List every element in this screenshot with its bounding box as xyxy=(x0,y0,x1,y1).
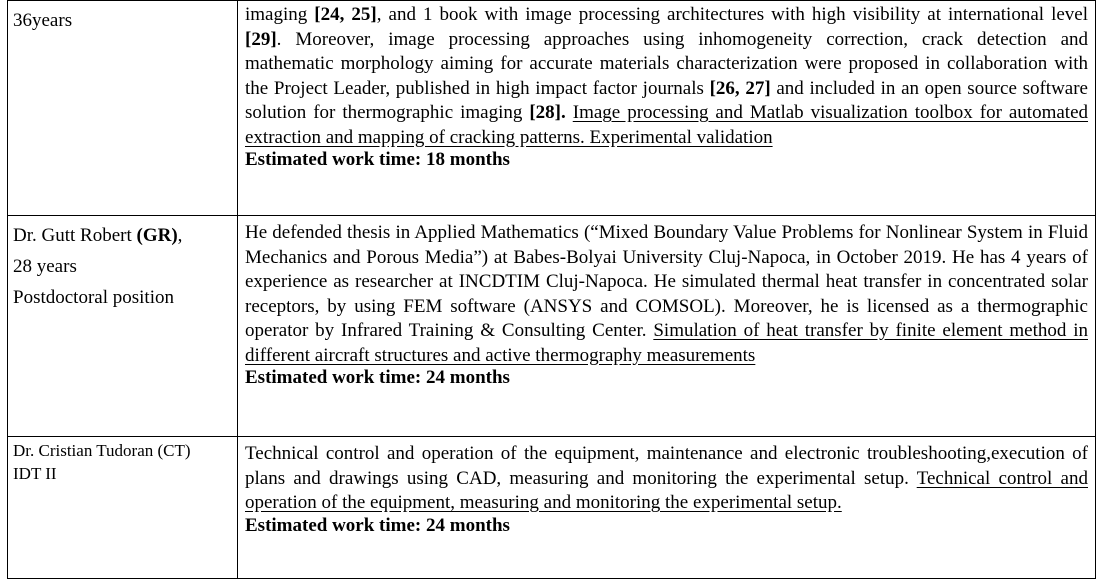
description-text: . Moreover, image processing approaches using inhomogeneity correction, crack detection and mathematic morphology aiming for accurate materials characterization were proposed in collaboration with the Project Leader, published in high impact factor journals xyxy=(245,28,1088,99)
reference: [29] xyxy=(245,28,277,50)
table-row xyxy=(8,437,1096,579)
member-description xyxy=(245,3,1088,150)
member-name-cell xyxy=(8,437,238,579)
member-initials: (GR) xyxy=(136,225,178,246)
member-description xyxy=(245,442,1088,516)
reference: [26, 27] xyxy=(709,77,771,99)
table-row xyxy=(8,216,1096,437)
member-name xyxy=(13,220,237,251)
member-age: 28 years xyxy=(13,256,77,277)
member-description-cell xyxy=(238,216,1096,437)
task-description: Simulation of heat transfer by finite element method in different aircraft structures and active thermography measurements xyxy=(245,320,1088,366)
member-name-cell xyxy=(8,1,238,216)
member-name-text: Dr. Gutt Robert xyxy=(13,225,137,246)
member-description xyxy=(245,221,1088,368)
description-text: imaging xyxy=(245,4,315,25)
member-name: Dr. Cristian Tudoran (CT) xyxy=(13,441,191,460)
team-member-table xyxy=(7,0,1096,579)
description-text: and included in an open source software solution for thermographic imaging xyxy=(245,77,1088,123)
member-description-cell xyxy=(238,437,1096,579)
description-text: , and 1 book with image processing architectures with high visibility at international level xyxy=(376,4,1088,25)
description-text: He defended thesis in Applied Mathematics (“Mixed Boundary Value Problems for Nonlinear System in Fluid Mechanics and Porous Media”) at Babes-Bolyai University Cluj-Napoca, in October 2019. He has 4 years of experience as researcher at INCDTIM Cluj-Napoca. He simulated thermal heat transfer in concentrated solar receptors, by using FEM software (ANSYS and COMSOL). Moreover, he is licensed as a thermographic operator by Infrared Training & Consulting Center. xyxy=(245,222,1088,341)
description-text: Technical control and operation of the equipment, maintenance and electronic troubleshooting,execution of plans and drawings using CAD, measuring and monitoring the experimental setup. xyxy=(245,443,1088,489)
member-description-cell xyxy=(238,1,1096,216)
description-text xyxy=(566,102,573,123)
member-position: Postdoctoral position xyxy=(13,287,174,308)
estimated-work-time: Estimated work time: 24 months xyxy=(245,514,510,536)
table-row xyxy=(8,1,1096,216)
member-name-punct: , xyxy=(177,225,183,246)
reference: [24, 25] xyxy=(314,4,377,25)
member-position: IDT II xyxy=(13,464,57,483)
reference: [28]. xyxy=(529,102,566,123)
estimated-work-time: Estimated work time: 18 months xyxy=(245,149,510,170)
estimated-work-time: Estimated work time: 24 months xyxy=(245,367,510,388)
member-age: 36years xyxy=(13,10,73,31)
member-name-cell xyxy=(8,216,238,437)
task-description: Technical control and operation of the equipment, measuring and monitoring the experimental setup. xyxy=(245,467,1088,513)
task-description: Image processing and Matlab visualization toolbox for automated extraction and mapping of cracking patterns. Experimental validation xyxy=(245,102,1089,148)
